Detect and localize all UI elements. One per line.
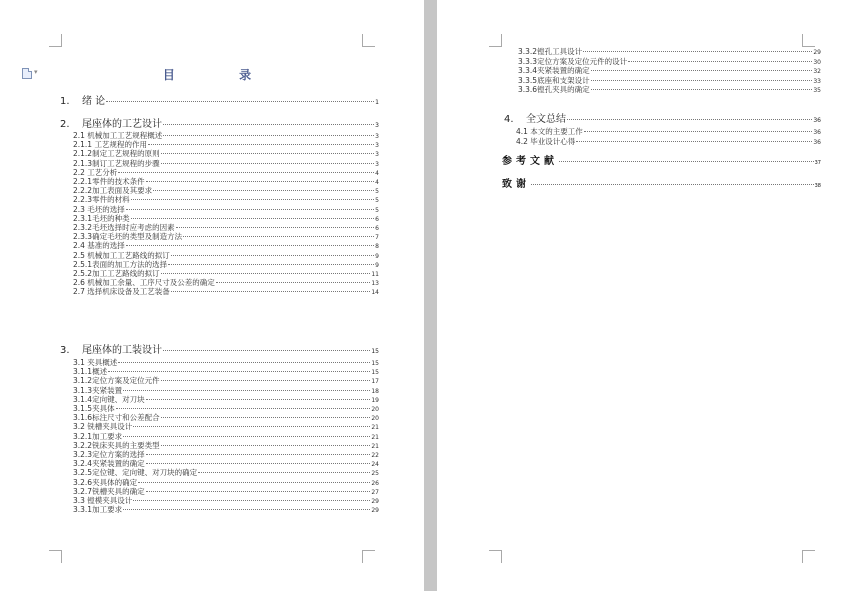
toc-entry-text: 3.3.6镗孔夹具的确定: [518, 85, 590, 94]
toc-entry-text: 2.1 机械加工工艺规程概述: [73, 131, 163, 140]
toc-entry-text: 3.3 镗模夹具设计: [73, 496, 133, 505]
toc-leader-dots: [559, 161, 814, 162]
toc-entry-text: 2.5.2加工工艺路线的拟订: [73, 269, 160, 278]
toc-entry[interactable]: [518, 84, 821, 95]
crop-mark: [802, 550, 815, 563]
toc-entry-text: 2.4 基准的选择: [73, 241, 125, 251]
toc-entry-text: 3.1.5夹具体: [73, 404, 115, 413]
toc-leader-dots: [161, 153, 375, 154]
toc-leader-dots: [176, 227, 375, 228]
toc-entry-text: 3.2.1加工要求: [73, 431, 123, 441]
toc-entry-page: 24: [371, 461, 379, 469]
toc-entry-page: 30: [813, 58, 821, 66]
toc-entry-text: 3.1 夹具概述: [73, 358, 118, 367]
toc-leader-dots: [161, 417, 371, 418]
toc-entry-page: 6: [375, 225, 379, 232]
toc-entry-text: 3.2.6夹具体的确定: [73, 477, 138, 487]
toc-entry-text: [60, 341, 162, 356]
toc-entry-text: 2.3 毛坯的选择: [73, 204, 125, 214]
chevron-down-icon[interactable]: ▾: [34, 68, 38, 76]
toc-leader-dots: [171, 255, 374, 256]
toc-entry-number: 3.: [60, 345, 70, 356]
toc-entry-page: 25: [371, 470, 379, 478]
toc-entry-number: 4.: [504, 114, 514, 125]
toc-entry-page: 21: [371, 442, 379, 450]
toc-entry-page: 5: [375, 188, 379, 196]
toc-entry-page: 11: [371, 271, 379, 278]
toc-entry-page: 32: [813, 68, 821, 75]
toc-leader-dots: [123, 509, 370, 510]
toc-entry-text: 3.3.5底座和支架设计: [518, 75, 590, 85]
toc-entry-text: 2.3.3确定毛坯的类型及制造方法: [73, 232, 183, 242]
toc-entry-number: 1.: [60, 96, 70, 107]
toc-entry-page: 18: [371, 387, 379, 395]
toc-leader-dots: [118, 362, 370, 363]
page-gutter: [424, 0, 437, 591]
toc-entry[interactable]: [60, 341, 379, 356]
toc-entry-page: 3: [375, 142, 379, 150]
toc-leader-dots: [163, 350, 370, 351]
toc-leader-dots: [133, 426, 370, 427]
toc-leader-dots: [531, 184, 814, 185]
toc-leader-dots: [216, 282, 371, 283]
toc-entry-text: 2.2.3零件的材料: [73, 195, 130, 205]
toc-entry-page: 38: [814, 183, 821, 189]
toc-entry-text: [504, 110, 566, 125]
toc-entry[interactable]: [73, 286, 379, 297]
toc-entry-page: 15: [371, 369, 379, 377]
crop-mark: [49, 34, 62, 47]
toc-entry[interactable]: [516, 136, 821, 147]
toc-entry-text: 3.1.3夹紧装置: [73, 385, 123, 395]
toc-entry[interactable]: [502, 152, 821, 167]
toc-entry-page: 20: [371, 406, 379, 413]
toc-entry-page: 19: [371, 396, 379, 404]
toc-entry-title: 尾座体的工装设计: [82, 345, 162, 356]
toc-leader-dots: [161, 445, 371, 446]
toc-entry-text: 2.1.3制订工艺规程的步骤: [73, 158, 160, 168]
toc-entry-page: 15: [371, 360, 379, 367]
toc-entry-text: 3.3.1加工要求: [73, 505, 123, 515]
toc-entry-page: 29: [813, 49, 821, 56]
crop-mark: [362, 34, 375, 47]
toc-leader-dots: [131, 218, 375, 219]
toc-leader-dots: [567, 119, 812, 120]
toc-leader-dots: [116, 408, 371, 409]
left-page: [0, 0, 424, 591]
toc-entry-text: 2.2.2加工表面及其要求: [73, 186, 153, 196]
crop-mark: [362, 550, 375, 563]
toc-entry-page: 3: [375, 160, 379, 168]
toc-entry-page: 20: [371, 415, 379, 423]
toc-entry-page: 13: [371, 280, 379, 288]
toc-entry-text: 2.3.2毛坯选择时应考虑的因素: [73, 223, 175, 232]
toc-entry-text: 3.1.6标注尺寸和公差配合: [73, 413, 160, 423]
toc-entry-page: 3: [375, 122, 379, 129]
toc-leader-dots: [584, 131, 813, 132]
toc-entry-text: 参考文献: [502, 156, 558, 167]
toc-entry-text: 3.3.2镗孔工具设计: [518, 47, 583, 56]
toc-entry-page: 26: [371, 479, 379, 487]
toc-entry-text: 4.1 本文的主要工作: [516, 127, 583, 136]
toc-entry-page: 21: [371, 424, 379, 432]
toc-entry-text: 3.1.2定位方案及定位元件: [73, 376, 160, 386]
toc-leader-dots: [183, 236, 374, 237]
toc-entry-text: 2.6 机械加工余量、工序尺寸及公差的确定: [73, 278, 215, 288]
toc-leader-dots: [123, 436, 370, 437]
toc-entry-page: 21: [371, 433, 379, 441]
toc-entry-page: 9: [375, 252, 379, 260]
toc-leader-dots: [163, 124, 374, 125]
toc-leader-dots: [161, 273, 371, 274]
toc-entry-text: 2.1.2制定工艺规程的原则: [73, 149, 160, 159]
toc-entry-page: 5: [375, 197, 379, 205]
toc-entry-page: 9: [375, 261, 379, 269]
toc-entry[interactable]: [60, 115, 379, 130]
toc-entry-page: 36: [813, 117, 821, 124]
toc-entry-text: 3.2.2铣床夹具的主要类型: [73, 440, 160, 450]
toc-entry-page: 29: [371, 498, 379, 505]
toc-entry-page: 8: [375, 243, 379, 251]
toc-entry-page: 6: [375, 215, 379, 223]
toc-entry-text: [60, 115, 162, 130]
toc-leader-dots: [583, 51, 812, 52]
toc-entry-text: 3.1.1概述: [73, 367, 108, 377]
toc-entry-text: 3.2 铣槽夹具设计: [73, 422, 133, 432]
toc-leader-dots: [146, 491, 371, 492]
toc-entry-title: 绪 论: [82, 96, 106, 107]
toc-leader-dots: [106, 101, 374, 102]
toc-entry-text: 2.2 工艺分析: [73, 167, 118, 177]
toc-entry-page: 4: [375, 169, 379, 177]
right-page: [437, 0, 850, 591]
toc-leader-dots: [628, 61, 812, 62]
toc-entry-text: 2.1.1 工艺规程的作用: [73, 140, 147, 150]
toc-entry-text: 2.7 选择机床设备及工艺装备: [73, 287, 170, 297]
toc-leader-dots: [198, 472, 370, 473]
toc-leader-dots: [576, 141, 812, 142]
toc-entry-page: 3: [375, 151, 379, 159]
toc-entry-page: 17: [371, 378, 379, 386]
toc-leader-dots: [123, 390, 370, 391]
toc-entry[interactable]: [73, 504, 379, 515]
toc-entry-page: 7: [375, 234, 379, 242]
toc-entry-page: 4: [375, 179, 379, 186]
toc-leader-dots: [146, 399, 371, 400]
toc-leader-dots: [146, 454, 371, 455]
toc-entry-page: 35: [813, 87, 821, 94]
toc-leader-dots: [161, 380, 371, 381]
toc-entry-text: 3.3.3定位方案及定位元件的设计: [518, 56, 628, 66]
toc-entry-page: 33: [813, 77, 821, 85]
toc-entry-text: 3.3.4夹紧装置的确定: [518, 66, 590, 75]
toc-entry-text: 3.2.4夹紧装置的确定: [73, 459, 145, 469]
toc-entry-text: 2.2.1零件的技术条件: [73, 177, 145, 186]
toc-entry-page: 37: [814, 160, 821, 166]
toc-leader-dots: [126, 245, 374, 246]
toc-entry-text: 3.2.3定位方案的选择: [73, 450, 145, 459]
toc-entry-text: 3.2.5定位键、定向键、对刀块的确定: [73, 468, 198, 478]
crop-mark: [489, 550, 502, 563]
toc-entry-page: 1: [375, 99, 379, 106]
toc-entry-number: 2.: [60, 119, 70, 130]
toc-leader-dots: [131, 199, 375, 200]
toc-entry-text: 3.2.7铣槽夹具的确定: [73, 486, 145, 496]
toc-leader-dots: [591, 89, 813, 90]
toc-entry-page: 22: [371, 452, 379, 459]
toc-entry-text: 4.2 毕业设计心得: [516, 136, 576, 146]
toc-entry-page: 3: [375, 133, 379, 140]
toc-entry-page: 5: [375, 206, 379, 214]
toc-leader-dots: [108, 371, 370, 372]
toc-leader-dots: [138, 482, 370, 483]
toc-entry-page: 27: [371, 488, 379, 496]
toc-leader-dots: [153, 190, 374, 191]
toc-title: 目 录: [162, 68, 282, 82]
toc-entry-page: 29: [371, 507, 379, 515]
toc-entry-title: 尾座体的工艺设计: [82, 119, 162, 130]
toc-leader-dots: [591, 70, 813, 71]
toc-leader-dots: [146, 181, 375, 182]
toc-leader-dots: [118, 172, 374, 173]
toc-entry-text: 2.5 机械加工工艺路线的拟订: [73, 250, 170, 260]
toc-entry-page: 15: [371, 348, 379, 355]
toc-entry-page: 36: [813, 129, 821, 136]
toc-entry-text: 2.5.1表面的加工方法的选择: [73, 259, 168, 269]
toc-entry-page: 36: [813, 138, 821, 146]
toc-entry-page: 14: [371, 289, 379, 297]
toc-entry-text: 致谢: [502, 179, 530, 190]
toc-entry-text: 3.1.4定向键、对刀块: [73, 394, 145, 404]
toc-leader-dots: [148, 144, 374, 145]
toc-leader-dots: [126, 209, 374, 210]
toc-leader-dots: [591, 80, 813, 81]
crop-mark: [49, 550, 62, 563]
crop-mark: [489, 34, 502, 47]
toc-entry[interactable]: [502, 175, 821, 190]
toc-leader-dots: [163, 135, 374, 136]
toc-entry[interactable]: [60, 92, 379, 107]
toc-leader-dots: [146, 463, 371, 464]
toc-entry-text: [60, 92, 105, 107]
toc-entry[interactable]: [504, 110, 821, 125]
toc-leader-dots: [168, 264, 374, 265]
toc-leader-dots: [133, 500, 370, 501]
toc-leader-dots: [171, 291, 371, 292]
toc-leader-dots: [161, 163, 375, 164]
toc-entry-text: 2.3.1毛坯的种类: [73, 213, 130, 223]
toc-entry-title: 全文总结: [526, 114, 566, 125]
